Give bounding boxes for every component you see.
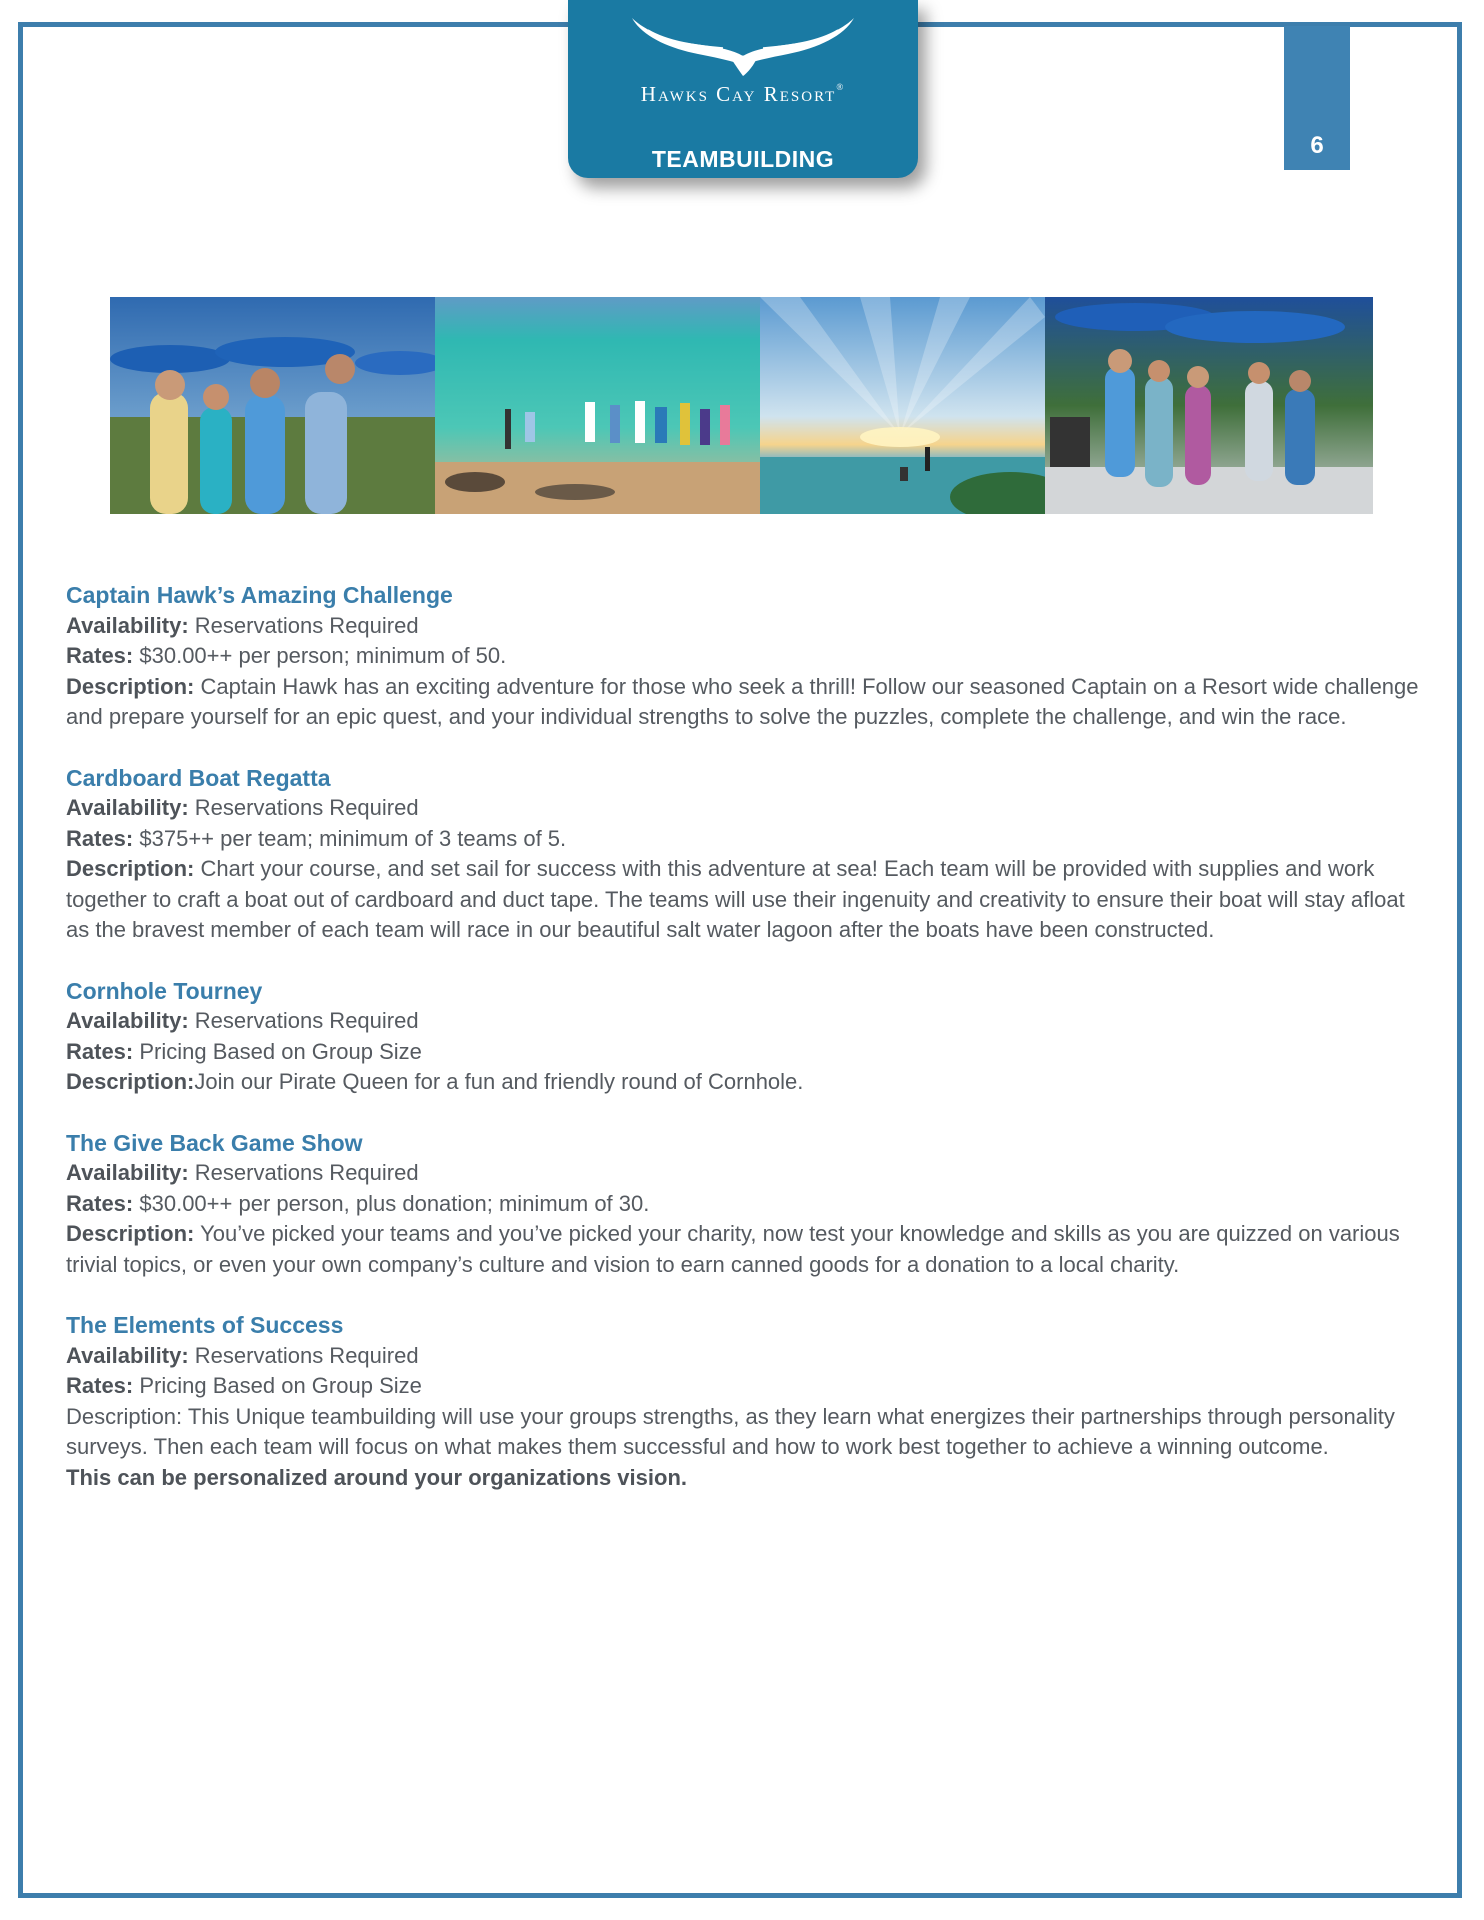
rates-line	[66, 1037, 1426, 1068]
activity-title: Captain Hawk’s Amazing Challenge	[66, 582, 453, 608]
availability-label: Availability:	[66, 612, 189, 638]
description-text: Description: This Unique teambuilding will use your groups strengths, as they learn what energizes their partnerships through personality surveys. Then each team will focus on what makes them successful and how to work best together to achieve a winning outcome.	[66, 1403, 1395, 1459]
page-number: 6	[1284, 26, 1350, 170]
availability-value: Reservations Required	[194, 1342, 419, 1368]
description-line	[66, 1219, 1426, 1280]
rates-label: Rates:	[66, 825, 134, 851]
activity-give-back	[66, 1128, 1426, 1281]
sunset-paddleboard-photo	[760, 297, 1070, 514]
availability-label: Availability:	[66, 1342, 189, 1368]
rates-line	[66, 1189, 1426, 1220]
description-text: Join our Pirate Queen for a fun and friendly round of Cornhole.	[194, 1069, 804, 1094]
activity-elements-of-success	[66, 1310, 1426, 1493]
description-line	[66, 1067, 1426, 1098]
availability-value: Reservations Required	[194, 1008, 419, 1033]
availability-line	[66, 1341, 1426, 1372]
activity-cardboard-boat	[66, 763, 1426, 946]
availability-value: Reservations Required	[194, 1160, 419, 1185]
description-text: You’ve picked your teams and you’ve picked your charity, now test your knowledge and skills as you are quizzed on various trivial topics, or even your own company’s culture and vision to earn canned goods for a donation to a local charity.	[66, 1221, 1400, 1277]
description-line	[66, 854, 1426, 946]
description-text: Captain Hawk has an exciting adventure for those who seek a thrill! Follow our seasoned Captain on a Resort wide challenge and prepare yourself for an epic quest, and your individual strengths to solve the puzzles, complete the challenge, and win the race.	[66, 673, 1419, 729]
availability-label: Availability:	[66, 1008, 189, 1033]
poolside-group-photo	[1045, 297, 1373, 514]
rates-value: $30.00++ per person; minimum of 50.	[139, 643, 507, 668]
activity-title: The Elements of Success	[66, 1312, 344, 1338]
rates-label: Rates:	[66, 1190, 134, 1216]
section-title: TEAMBUILDING	[651, 146, 835, 172]
activities-list	[66, 580, 1426, 1523]
description-label: Description:	[66, 673, 195, 699]
personalization-note: This can be personalized around your organizations vision.	[66, 1464, 687, 1490]
activity-title: Cardboard Boat Regatta	[66, 764, 331, 791]
availability-label: Availability:	[66, 1160, 189, 1185]
guests-under-umbrellas-photo	[110, 297, 445, 514]
resort-name: Hawks Cay Resort®	[640, 82, 846, 106]
rates-value: Pricing Based on Group Size	[139, 1373, 422, 1398]
description-label: Description:	[66, 1069, 195, 1094]
description-label: Description:	[66, 1221, 195, 1246]
description-label: Description:	[66, 856, 195, 881]
rates-value: $30.00++ per person, plus donation; minimum of 30.	[139, 1190, 650, 1216]
rates-value: Pricing Based on Group Size	[139, 1038, 422, 1064]
description-text: Chart your course, and set sail for success with this adventure at sea! Each team will be provided with supplies and work together to craft a boat out of cardboard and duct tape. The teams will use their ingenuity and creativity to ensure their boat will stay afloat as the bravest member of each team will race in our beautiful salt water lagoon after the boats have been constructed.	[66, 856, 1405, 942]
rates-line	[66, 641, 1426, 672]
photo-strip	[110, 297, 1373, 514]
availability-value: Reservations Required	[194, 612, 419, 638]
activity-captain-hawk	[66, 580, 1426, 733]
rates-label: Rates:	[66, 643, 134, 668]
rates-value: $375++ per team; minimum of 3 teams of 5.	[139, 825, 567, 851]
hawk-wings-icon	[628, 16, 858, 76]
activity-cornhole	[66, 976, 1426, 1098]
availability-line	[66, 1158, 1426, 1189]
header-tab	[568, 0, 918, 178]
description-line	[66, 672, 1426, 733]
availability-line	[66, 611, 1426, 642]
rates-label: Rates:	[66, 1038, 134, 1064]
beach-group-photo	[435, 297, 760, 514]
availability-line	[66, 793, 1426, 824]
availability-line	[66, 1006, 1426, 1037]
activity-title: Cornhole Tourney	[66, 977, 263, 1004]
availability-value: Reservations Required	[194, 795, 419, 820]
rates-line	[66, 1371, 1426, 1402]
activity-title: The Give Back Game Show	[66, 1129, 363, 1156]
rates-line	[66, 824, 1426, 855]
rates-label: Rates:	[66, 1373, 134, 1398]
availability-label: Availability:	[66, 795, 189, 820]
